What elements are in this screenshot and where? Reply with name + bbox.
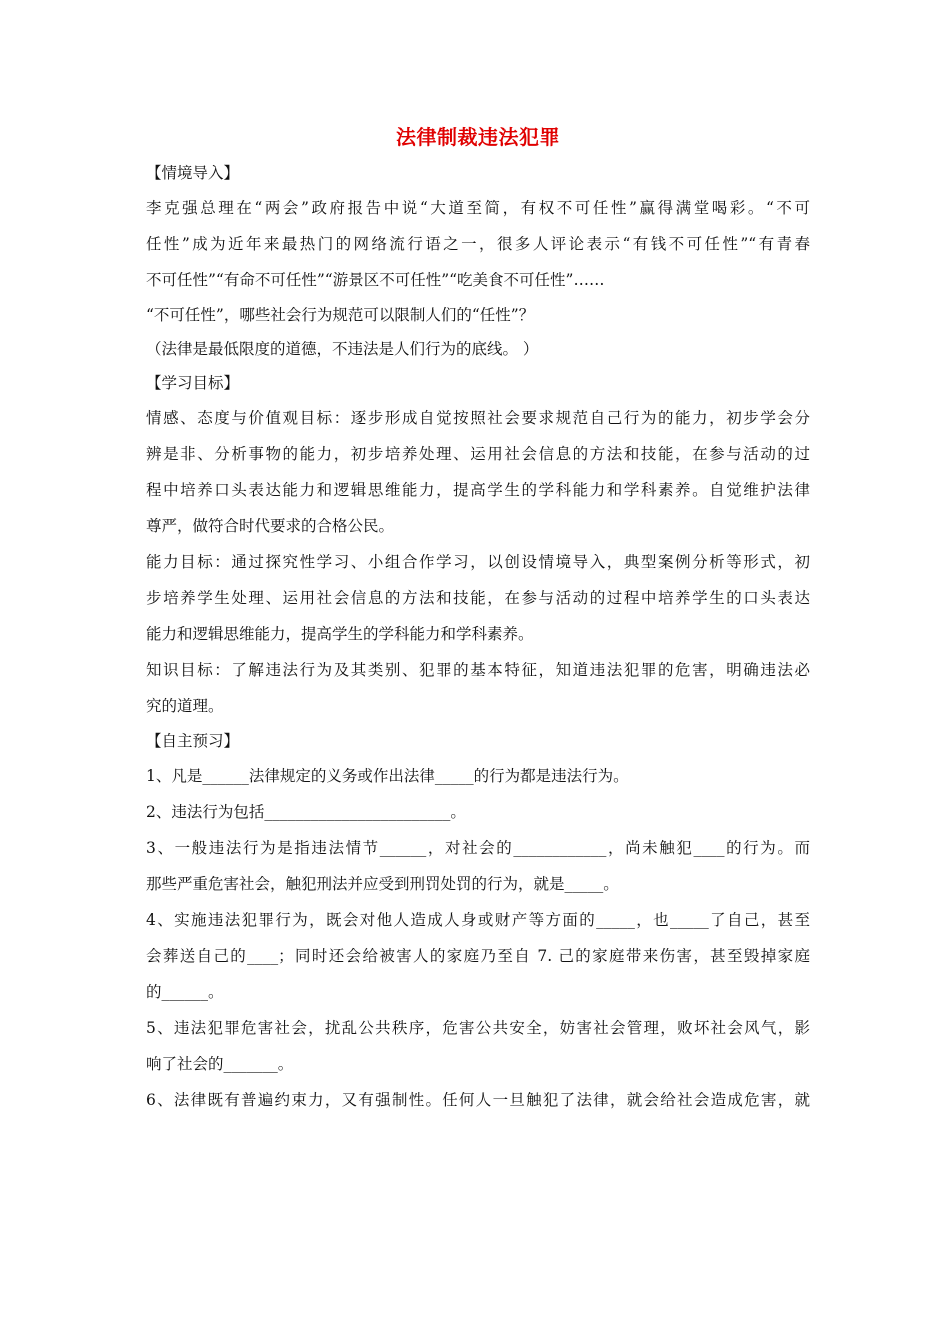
paragraph-line: 尊严，做符合时代要求的合格公民。	[146, 517, 395, 535]
question-line: 2、违法行为包括________________________。	[146, 803, 466, 821]
paragraph-line: 不可任性”“有命不可任性”“游景区不可任性”“吃美食不可任性”……	[146, 271, 605, 289]
paragraph-line: 究的道理。	[146, 697, 224, 715]
question-line: 6、法律既有普遍约束力，又有强制性。任何人一旦触犯了法律，就会给社会造成危害，就	[146, 1091, 810, 1109]
section-heading-goals: 【学习目标】	[146, 374, 240, 392]
paragraph-line: 程中培养口头表达能力和逻辑思维能力，提高学生的学科能力和学科素养。自觉维护法律	[146, 481, 810, 499]
paragraph-line: 辨是非、分析事物的能力，初步培养处理、运用社会信息的方法和技能，在参与活动的过	[146, 445, 810, 463]
paragraph-line: 情感、态度与价值观目标：逐步形成自觉按照社会要求规范自己行为的能力，初步学会分	[146, 409, 810, 427]
paragraph-line: （法律是最低限度的道德，不违法是人们行为的底线。 ）	[146, 340, 539, 358]
question-line: 那些严重危害社会，触犯刑法并应受到刑罚处罚的行为，就是_____。	[146, 875, 619, 893]
question-line: 响了社会的_______。	[146, 1055, 294, 1073]
section-heading-intro: 【情境导入】	[146, 164, 240, 182]
paragraph-line: 任性”成为近年来最热门的网络流行语之一，很多人评论表示“有钱不可任性”“有青春	[146, 235, 810, 253]
document-page	[146, 122, 810, 1118]
question-line: 4、实施违法犯罪行为，既会对他人造成人身或财产等方面的_____，也_____了自己，甚至	[146, 911, 810, 929]
paragraph-line: 能力目标：通过探究性学习、小组合作学习，以创设情境导入，典型案例分析等形式，初	[146, 553, 810, 571]
section-heading-preview: 【自主预习】	[146, 732, 240, 750]
paragraph-line: 步培养学生处理、运用社会信息的方法和技能，在参与活动的过程中培养学生的口头表达	[146, 589, 810, 607]
question-line: 5、违法犯罪危害社会，扰乱公共秩序，危害公共安全，妨害社会管理，败坏社会风气，影	[146, 1019, 810, 1037]
question-line: 3、一般违法行为是指违法情节______，对社会的____________，尚未触犯____的行为。而	[146, 839, 810, 857]
document-title: 法律制裁违法犯罪	[396, 125, 560, 149]
question-line: 会葬送自己的____；同时还会给被害人的家庭乃至自 7. 己的家庭带来伤害，甚至毁掉家庭	[146, 947, 810, 965]
paragraph-line: 知识目标：了解违法行为及其类别、犯罪的基本特征，知道违法犯罪的危害，明确违法必	[146, 661, 810, 679]
question-line: 1、凡是______法律规定的义务或作出法律_____的行为都是违法行为。	[146, 767, 629, 785]
question-line: 的______。	[146, 983, 224, 1001]
paragraph-line: 李克强总理在“两会”政府报告中说“大道至简，有权不可任性”赢得满堂喝彩。“不可	[146, 199, 810, 217]
paragraph-line: 能力和逻辑思维能力，提高学生的学科能力和学科素养。	[146, 625, 534, 643]
paragraph-line: “不可任性”，哪些社会行为规范可以限制人们的“任性”？	[146, 306, 535, 324]
